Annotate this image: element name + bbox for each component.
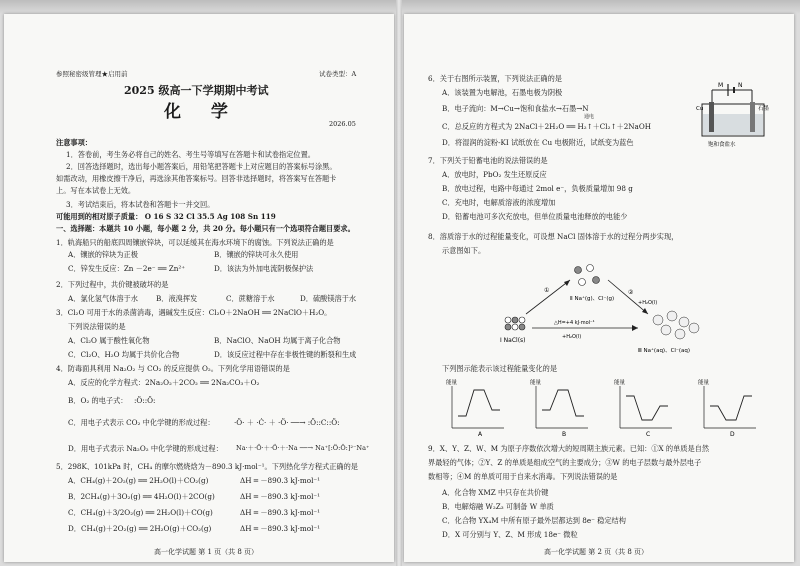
- state-ii-label: Ⅱ Na⁺(g)、Cl⁻(g): [570, 296, 615, 302]
- q7-option-a: A．放电时，PbO₂ 发生还原反应: [442, 170, 547, 179]
- step-1-label: ①: [544, 287, 550, 294]
- q6-option-c: C．总反应的方程式为 2NaCl＋2H₂O ══ H₂↑＋Cl₂↑＋2NaOH: [442, 122, 652, 131]
- q6-option-d: D．将湿润的淀粉-KI 试纸放在 Cu 电极附近，试纸变为蓝色: [442, 138, 634, 147]
- q7-option-d: D．铅蓄电池可多次充放电，但单位质量电池释放的电能少: [442, 212, 628, 221]
- q9-option-c: C．化合物 YX₄M 中所有原子最外层都达到 8e⁻ 稳定结构: [442, 516, 626, 525]
- note-line: 上。写在本试卷上无效。: [56, 186, 136, 195]
- state-i-label: Ⅰ NaCl(s): [500, 337, 526, 344]
- direct-arrow-water: +H₂O(l): [562, 334, 582, 340]
- q5-d-dh: ΔH ═ －890.3 kJ·mol⁻¹: [240, 524, 321, 533]
- q2-option-a: A．氯化氢气体溶于水: [68, 294, 138, 303]
- q9-option-b: B．电解熔融 W₂Z₃ 可制备 W 单质: [442, 502, 554, 511]
- direct-arrow-note: △H=+4 kJ·mol⁻¹: [554, 320, 595, 326]
- option-a-graph: [446, 378, 504, 438]
- q4-b-formula: :Ö::Ö:: [134, 396, 156, 405]
- fig-n-label: N: [738, 82, 743, 89]
- q5-option-d: D．CH₄(g)＋2O₂(g) ══ 2H₂O(g)＋CO₂(g): [68, 524, 212, 533]
- note-line: 如需改动，用橡皮擦干净后，再选涂其他答案标号。回答非选择题时，将答案写在答题卡: [56, 174, 337, 183]
- axis-energy-label-d: 能量: [698, 380, 710, 386]
- option-b-letter: B: [562, 431, 567, 438]
- fig-m-label: M: [718, 82, 724, 89]
- q9-stem-2: 界最轻的气体；②Y、Z 的单质是组成空气的主要成分；③W 的电子层数与最外层电子: [428, 458, 702, 467]
- exam-page-2: [404, 14, 794, 562]
- page-footer: 高一化学试题 第 2 页（共 8 页）: [544, 548, 649, 556]
- exam-page-1: [4, 14, 394, 562]
- q1-option-b: B．镶嵌的锌块可永久使用: [214, 250, 299, 259]
- note-line: 2．回答选择题时，选出每小题答案后，用铅笔把答题卡上对应题目的答案标号涂黑。: [66, 162, 337, 171]
- option-a-letter: A: [478, 431, 483, 438]
- page-footer: 高一化学试题 第 1 页（共 8 页）: [154, 548, 259, 556]
- q6-condition: 通电: [584, 114, 595, 120]
- option-b-graph: [530, 378, 588, 438]
- q3-sub: 下列说法错误的是: [68, 322, 126, 331]
- subject-title: 化 学: [164, 102, 240, 122]
- option-d-graph: [698, 378, 756, 438]
- state-iii-label: Ⅲ Na⁺(aq)、Cl⁻(aq): [638, 348, 691, 354]
- q9-stem-3: 数相等；④M 的单质可用于自来水消毒。下列说法错误的是: [428, 472, 618, 481]
- electrolysis-apparatus-figure: [682, 78, 778, 150]
- note-line: 1．答卷前，考生务必将自己的姓名、考生号等填写在答题卡和试卷指定位置。: [66, 150, 315, 159]
- step-2-water-note: +H₂O(l): [638, 300, 658, 306]
- energy-profile-options: [444, 376, 774, 438]
- q6-stem: 6．关于右图所示装置，下列说法正确的是: [428, 74, 562, 83]
- fig-solution-label: 饱和食盐水: [708, 142, 736, 148]
- q4-option-a: A．反应的化学方程式：2Na₂O₂＋2CO₂ ══ 2Na₂CO₃＋O₂: [68, 378, 260, 387]
- confidential-label: 参照秘密级管理★启用前: [56, 70, 128, 78]
- q5-b-dh: ΔH ═ －890.3 kJ·mol⁻¹: [240, 492, 321, 501]
- q9-option-a: A．化合物 XMZ 中只存在共价键: [442, 488, 549, 497]
- nacl-dissolution-diagram: [488, 258, 718, 362]
- axis-energy-label-b: 能量: [530, 380, 542, 386]
- option-d-letter: D: [730, 431, 735, 438]
- axis-energy-label-a: 能量: [446, 380, 458, 386]
- q3-option-a: A．Cl₂O 属于酸性氧化物: [68, 336, 150, 345]
- q4-option-c: C．用电子式表示 CO₂ 中化学键的形成过程：: [68, 418, 215, 427]
- q5-c-dh: ΔH ═ －890.3 kJ·mol⁻¹: [240, 508, 321, 517]
- q3-option-b: B．NaClO、NaOH 均属于离子化合物: [214, 336, 341, 345]
- q3-option-c: C．Cl₂O、H₂O 均属于共价化合物: [68, 350, 180, 359]
- q3-option-d: D．该反应过程中存在非极性键的断裂和生成: [214, 350, 357, 359]
- notes-title: 注意事项：: [56, 138, 92, 147]
- option-c-letter: C: [646, 431, 651, 438]
- q5-stem: 5．298K、101kPa 时，CH₄ 的摩尔燃烧焓为－890.3 kJ·mol⁻¹。下列热化学方程式正确的是: [56, 462, 358, 471]
- q1-stem: 1．轨海船只的船底四周镶嵌锌块，可以延缓其在海水环境下的腐蚀。下列说法正确的是: [56, 238, 334, 247]
- exam-date: 2026.05: [329, 120, 356, 128]
- page-fold: [396, 0, 402, 566]
- q1-option-c: C．锌发生反应：Zn －2e⁻ ══ Zn²⁺: [68, 264, 186, 273]
- note-line: 3．考试结束后，将本试卷和答题卡一并交回。: [66, 200, 215, 209]
- q4-option-b: B．O₂ 的电子式：: [68, 396, 128, 405]
- q6-option-b: B．电子流向：M→Cu→饱和食盐水→石墨→N: [442, 104, 589, 113]
- step-2-label: ②: [628, 289, 634, 296]
- section-1-heading: 一、选择题：本题共 10 小题，每小题 2 分，共 20 分。每小题只有一个选项符合题目要求。: [56, 224, 355, 233]
- q2-option-d: D．硫酸镁溶于水: [300, 294, 357, 303]
- q1-option-d: D．该法为外加电流阴极保护法: [214, 264, 314, 273]
- q7-option-c: C．充电时，电解质溶液的浓度增加: [442, 198, 556, 207]
- q8-stem: 8．溶质溶于水的过程能量变化，可设想 NaCl 固体溶于水的过程分两步实现，: [428, 232, 679, 241]
- q9-stem: 9．X、Y、Z、W、M 为原子序数依次增大的短周期主族元素。已知：①X 的单质是自然: [428, 444, 710, 453]
- q2-stem: 2．下列过程中，共价键被破坏的是: [56, 280, 169, 289]
- q2-option-c: C．蔗糖溶于水: [226, 294, 275, 303]
- option-c-graph: [614, 378, 672, 438]
- fig-cu-label: Cu: [696, 106, 704, 112]
- q4-option-d: D．用电子式表示 Na₂O₂ 中化学键的形成过程：: [68, 444, 223, 453]
- q6-option-a: A．该装置为电解池，石墨电极为阴极: [442, 88, 563, 97]
- q5-option-a: A．CH₄(g)＋2O₂(g) ══ 2H₂O(l)＋CO₂(g): [68, 476, 209, 485]
- q7-stem: 7．下列关于铅蓄电池的说法错误的是: [428, 156, 548, 165]
- q8-question: 下列图示能表示该过程能量变化的是: [442, 364, 558, 373]
- q5-a-dh: ΔH ═ －890.3 kJ·mol⁻¹: [240, 476, 321, 485]
- atomic-masses: 可能用到的相对原子质量： O 16 S 32 Cl 35.5 Ag 108 Sn 119: [56, 212, 276, 221]
- fig-graphite-label: 石墨: [758, 106, 770, 112]
- q7-option-b: B．放电过程，电路中每通过 2mol e⁻，负极质量增加 98 g: [442, 184, 633, 193]
- q1-option-a: A．镶嵌的锌块为正极: [68, 250, 138, 259]
- q2-option-b: B．液溴挥发: [156, 294, 198, 303]
- q9-option-d: D．X 可分别与 Y、Z、M 形成 18e⁻ 微粒: [442, 530, 578, 539]
- q5-option-b: B．2CH₄(g)＋3O₂(g) ══ 4H₂O(l)＋2CO(g): [68, 492, 215, 501]
- axis-energy-label-c: 能量: [614, 380, 626, 386]
- q4-d-formula: Na·＋·Ö·＋·Ö·＋·Na ──→ Na⁺[:Ö:Ö:]²⁻Na⁺: [236, 444, 370, 452]
- exam-title: 2025 级高一下学期期中考试: [124, 84, 269, 97]
- q4-stem: 4．防毒面具利用 Na₂O₂ 与 CO₂ 的反应提供 O₂。下列化学用语错误的是: [56, 364, 290, 373]
- q3-stem: 3．Cl₂O 可用于水的杀菌消毒，遇碱发生反应：Cl₂O＋2NaOH ══ 2NaClO＋H₂O。: [56, 308, 332, 317]
- paper-type-label: 试卷类型：A: [319, 70, 357, 78]
- q8-stem-2: 示意图如下。: [442, 246, 486, 255]
- q5-option-c: C．CH₄(g)＋3/2O₂(g) ══ 2H₂O(l)＋CO(g): [68, 508, 213, 517]
- q4-c-formula: ·Ö· ＋ ·Ċ· ＋ ·Ö· ──→ :Ö::C::Ö:: [234, 418, 340, 427]
